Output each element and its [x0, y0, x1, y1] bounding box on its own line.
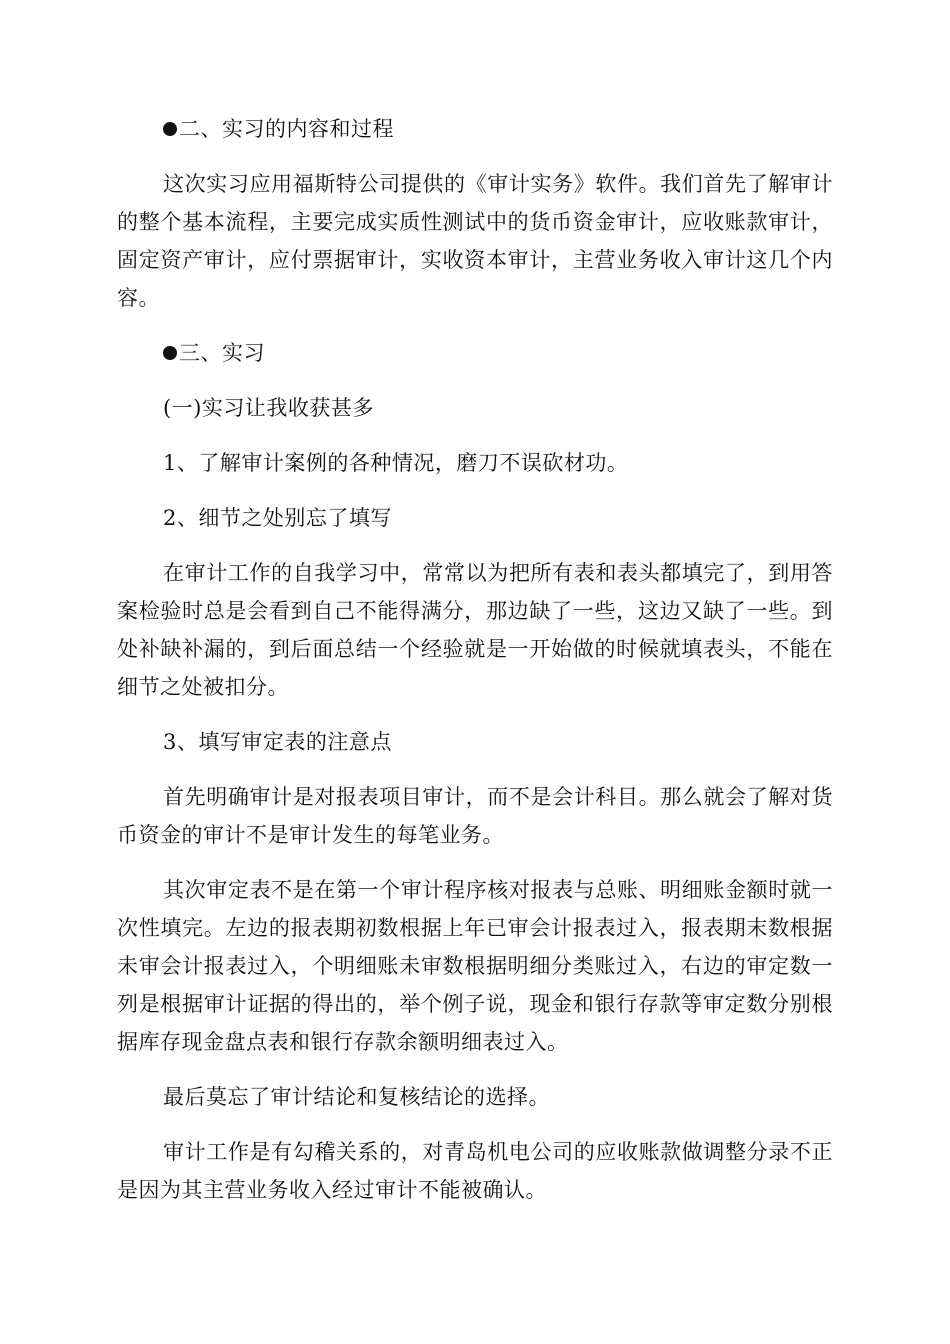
- paragraph-second: 其次审定表不是在第一个审计程序核对报表与总账、明细账金额时就一次性填完。左边的报表期初数根据上年已审会计报表过入，报表期末数根据未审会计报表过入，个明细账未审数根据明细分类账过入，右边的审定数一列是根据审计证据的得出的，举个例子说，现金和银行存款等审定数分别根据库存现金盘点表和银行存款余额明细表过入。: [117, 878, 833, 1054]
- section-heading-3: [117, 334, 833, 372]
- bullet-icon: [163, 346, 177, 360]
- list-item-2: 2、细节之处别忘了填写: [163, 506, 392, 530]
- paragraph-intro: 这次实习应用福斯特公司提供的《审计实务》软件。我们首先了解审计的整个基本流程，主要完成实质性测试中的货币资金审计，应收账款审计，固定资产审计，应付票据审计，实收资本审计，主营业务收入审计这几个内容。: [117, 172, 833, 310]
- subheading-gains: (一)实习让我收获甚多: [163, 396, 374, 420]
- section-heading-3-text: 三、实习: [179, 341, 265, 365]
- bullet-icon: [163, 122, 177, 136]
- paragraph-last: 最后莫忘了审计结论和复核结论的选择。: [163, 1085, 550, 1109]
- section-heading-2-text: 二、实习的内容和过程: [179, 117, 394, 141]
- list-item-3: 3、填写审定表的注意点: [163, 730, 392, 754]
- paragraph-first: 首先明确审计是对报表项目审计，而不是会计科目。那么就会了解对货币资金的审计不是审计发生的每笔业务。: [117, 785, 833, 847]
- list-item-1: 1、了解审计案例的各种情况，磨刀不误砍材功。: [163, 451, 629, 475]
- paragraph-details: 在审计工作的自我学习中，常常以为把所有表和表头都填完了，到用答案检验时总是会看到自己不能得满分，那边缺了一些，这边又缺了一些。到处补缺补漏的，到后面总结一个经验就是一开始做的时候就填表头，不能在细节之处被扣分。: [117, 561, 833, 699]
- paragraph-conclusion: 审计工作是有勾稽关系的，对青岛机电公司的应收账款做调整分录不正是因为其主营业务收入经过审计不能被确认。: [117, 1140, 833, 1202]
- document-body: [117, 110, 833, 1226]
- section-heading-2: [117, 110, 833, 148]
